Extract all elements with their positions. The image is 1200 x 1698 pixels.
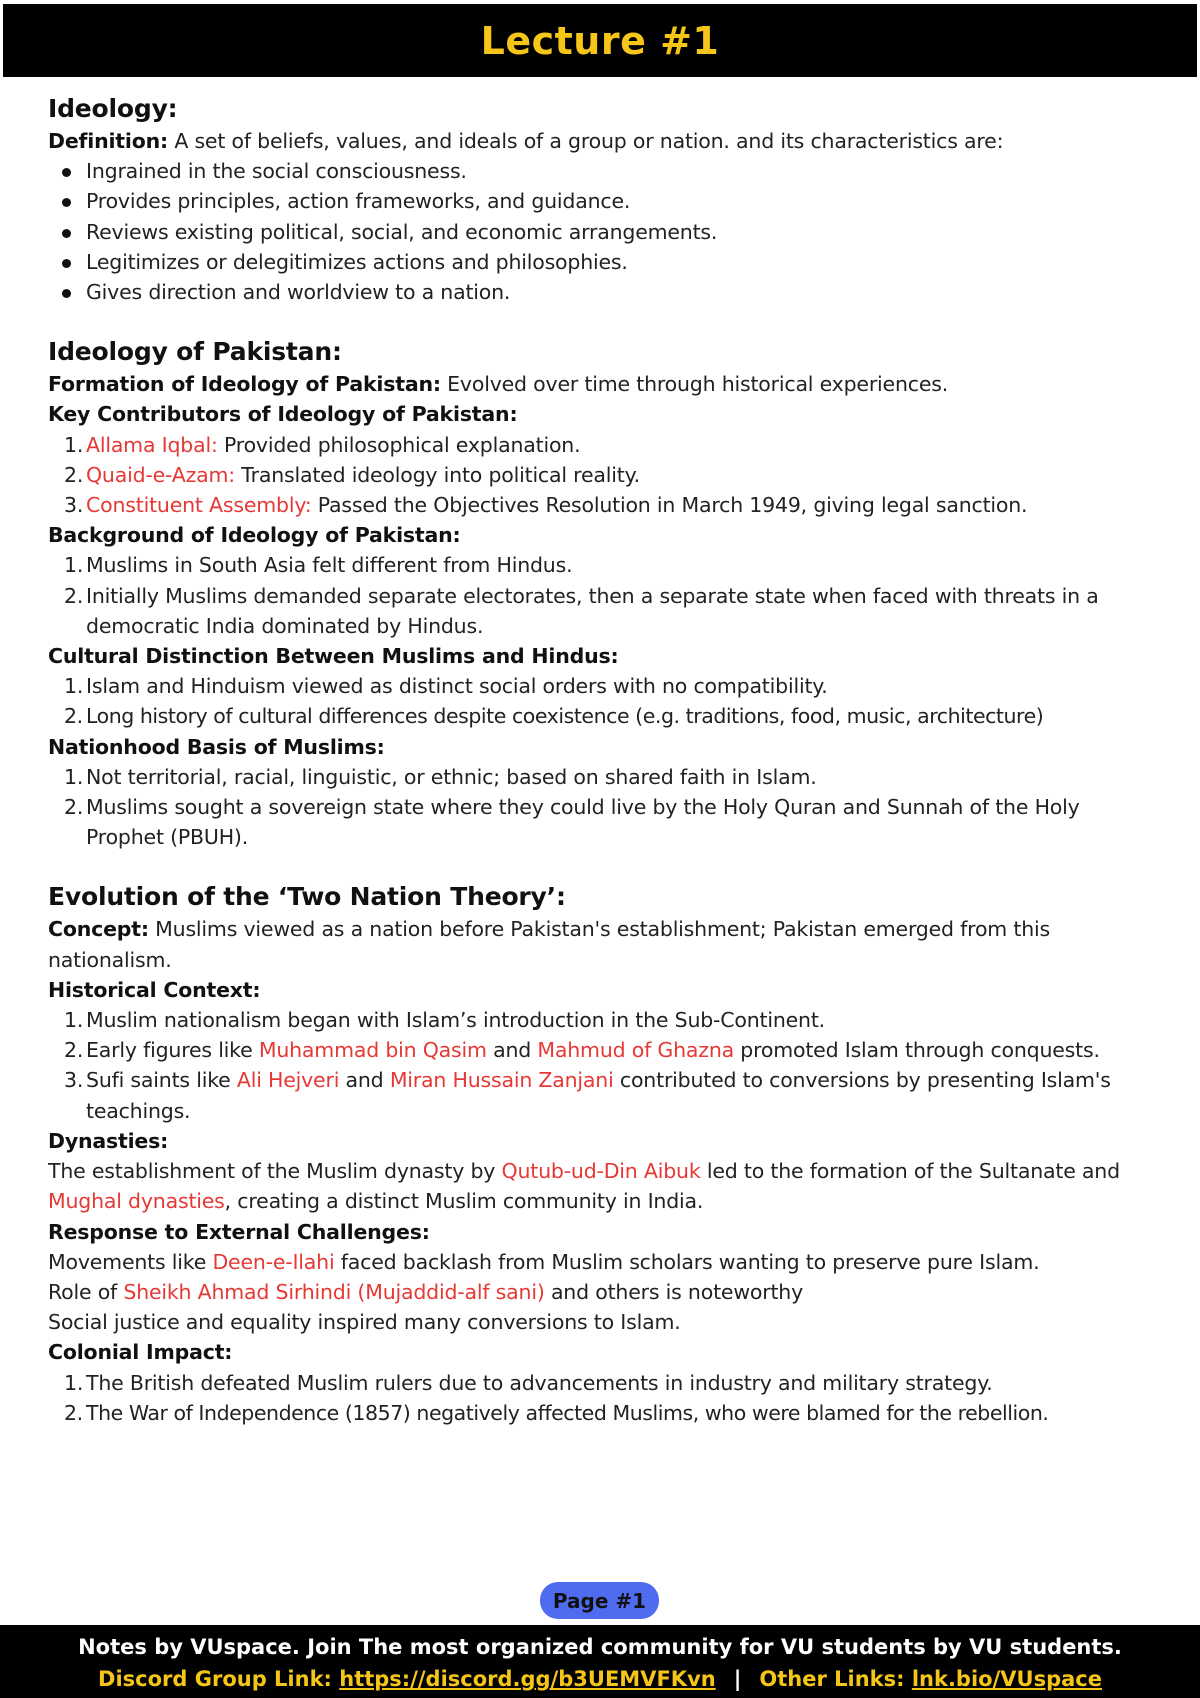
highlighted-name: Sheikh Ahmad Sirhindi (Mujaddid-alf sani) [123, 1279, 545, 1304]
list-item: 1. Not territorial, racial, linguistic, or ethnic; based on shared faith in Islam. [64, 764, 817, 789]
other-links-link[interactable]: lnk.bio/VUspace [911, 1667, 1102, 1691]
highlighted-name: Qutub-ud-Din Aibuk [501, 1159, 701, 1184]
list-item: Gives direction and worldview to a nation. [60, 277, 1158, 307]
formation-text: Evolved over time through historical experiences. [440, 372, 949, 397]
section-heading-ideology: Ideology: [48, 94, 178, 123]
list-item: 2. Muslims sought a sovereign state where they could live by the Holy Quran and Sunnah of the Holy Prophet (PBUH). [64, 795, 1080, 850]
colonial-list [64, 1368, 1158, 1428]
list-item: Provides principles, action frameworks, and guidance. [60, 186, 1158, 216]
nationhood-list [64, 762, 1158, 853]
section-heading-two-nation-theory: Evolution of the ‘Two Nation Theory’: [48, 882, 566, 912]
response-line: Role of Sheikh Ahmad Sirhindi (Mujaddid-alf sani) and others is noteworthy [48, 1279, 804, 1304]
list-item: 1. Muslims in South Asia felt different from Hindus. [64, 553, 573, 578]
highlighted-name: Muhammad bin Qasim [258, 1038, 487, 1063]
highlighted-name: Mahmud of Ghazna [537, 1038, 734, 1063]
discord-label: Discord Group Link: [98, 1667, 340, 1691]
background-label: Background of Ideology of Pakistan: [48, 523, 461, 548]
response-label: Response to External Challenges: [48, 1219, 430, 1244]
concept-text: Muslims viewed as a nation before Pakistan's establishment; Pakistan emerged from this nationalism. [48, 917, 1050, 972]
highlighted-name: Mughal dynasties [48, 1189, 225, 1214]
list-item: 1. Allama Iqbal: Provided philosophical explanation. [64, 432, 581, 457]
response-line: Movements like Deen-e-Ilahi faced backlash from Muslim scholars wanting to preserve pure Islam. [48, 1249, 1040, 1274]
cultural-label: Cultural Distinction Between Muslims and Hindus: [48, 644, 619, 669]
list-item: Reviews existing political, social, and economic arrangements. [60, 217, 1158, 247]
footer-tagline: Notes by VUspace. Join The most organized community for VU students by VU students. [78, 1635, 1122, 1659]
highlighted-name: Miran Hussain Zanjani [389, 1068, 614, 1093]
contributors-label: Key Contributors of Ideology of Pakistan: [48, 402, 518, 427]
list-item: Legitimizes or delegitimizes actions and philosophies. [60, 247, 1158, 277]
definition-text: A set of beliefs, values, and ideals of a group or nation. and its characteristics are: [168, 129, 1004, 153]
dynasties-paragraph: The establishment of the Muslim dynasty by Qutub-ud-Din Aibuk led to the formation of the Sultanate and Mughal dynasties, creating a distinct Muslim community in India. [48, 1159, 1120, 1214]
list-item: 1. The British defeated Muslim rulers due to advancements in industry and military strategy. [64, 1370, 993, 1395]
discord-link[interactable]: https://discord.gg/b3UEMVFKvn [339, 1667, 716, 1691]
highlighted-name: Deen-e-Ilahi [212, 1249, 335, 1274]
contributor-name: Allama Iqbal: [86, 432, 218, 457]
list-item: 2. Long history of cultural differences despite coexistence (e.g. traditions, food, music, architecture) [64, 704, 1044, 729]
list-item: 2. Initially Muslims demanded separate electorates, then a separate state when faced with threats in a democratic India dominated by Hindus. [64, 583, 1099, 638]
footer-separator: | [733, 1667, 742, 1691]
document-body [48, 92, 1158, 1428]
list-item: 3. Sufi saints like Ali Hejveri and Miran Hussain Zanjani contributed to conversions by presenting Islam's teachings. [64, 1068, 1111, 1123]
response-line: Social justice and equality inspired many conversions to Islam. [48, 1310, 681, 1335]
list-item: 1. Muslim nationalism began with Islam’s introduction in the Sub-Continent. [64, 1008, 825, 1033]
page-number-badge: Page #1 [540, 1582, 659, 1619]
characteristics-list [60, 156, 1158, 307]
colonial-label: Colonial Impact: [48, 1340, 233, 1365]
historical-list [64, 1005, 1158, 1126]
other-links-label: Other Links: [759, 1667, 912, 1691]
list-item: 1. Islam and Hinduism viewed as distinct social orders with no compatibility. [64, 674, 828, 699]
list-item: Ingrained in the social consciousness. [60, 156, 1158, 186]
definition-label: Definition: [48, 129, 168, 153]
footer-bar [0, 1625, 1200, 1698]
footer-links [0, 1663, 1200, 1695]
historical-label: Historical Context: [48, 977, 261, 1002]
dynasties-label: Dynasties: [48, 1128, 169, 1153]
contributors-list [64, 430, 1158, 521]
list-item: 2. Early figures like Muhammad bin Qasim and Mahmud of Ghazna promoted Islam through conquests. [64, 1038, 1100, 1063]
background-list [64, 550, 1158, 641]
header-bar [3, 4, 1197, 77]
list-item: 3. Constituent Assembly: Passed the Objectives Resolution in March 1949, giving legal sanction. [64, 493, 1028, 518]
section-heading-ideology-of-pakistan: Ideology of Pakistan: [48, 337, 342, 367]
highlighted-name: Ali Hejveri [236, 1068, 340, 1093]
contributor-name: Quaid-e-Azam: [86, 462, 235, 487]
list-item: 2. The War of Independence (1857) negatively affected Muslims, who were blamed for the rebellion. [64, 1400, 1049, 1425]
nationhood-label: Nationhood Basis of Muslims: [48, 734, 385, 759]
contributor-name: Constituent Assembly: [86, 493, 312, 518]
cultural-list [64, 671, 1158, 731]
concept-paragraph [48, 914, 1158, 974]
page-title: Lecture #1 [480, 18, 720, 63]
list-item: 2. Quaid-e-Azam: Translated ideology into political reality. [64, 462, 640, 487]
formation-label: Formation of Ideology of Pakistan: [48, 372, 441, 397]
definition-paragraph [48, 126, 1158, 156]
concept-label: Concept: [48, 917, 149, 942]
formation-paragraph [48, 369, 1158, 399]
